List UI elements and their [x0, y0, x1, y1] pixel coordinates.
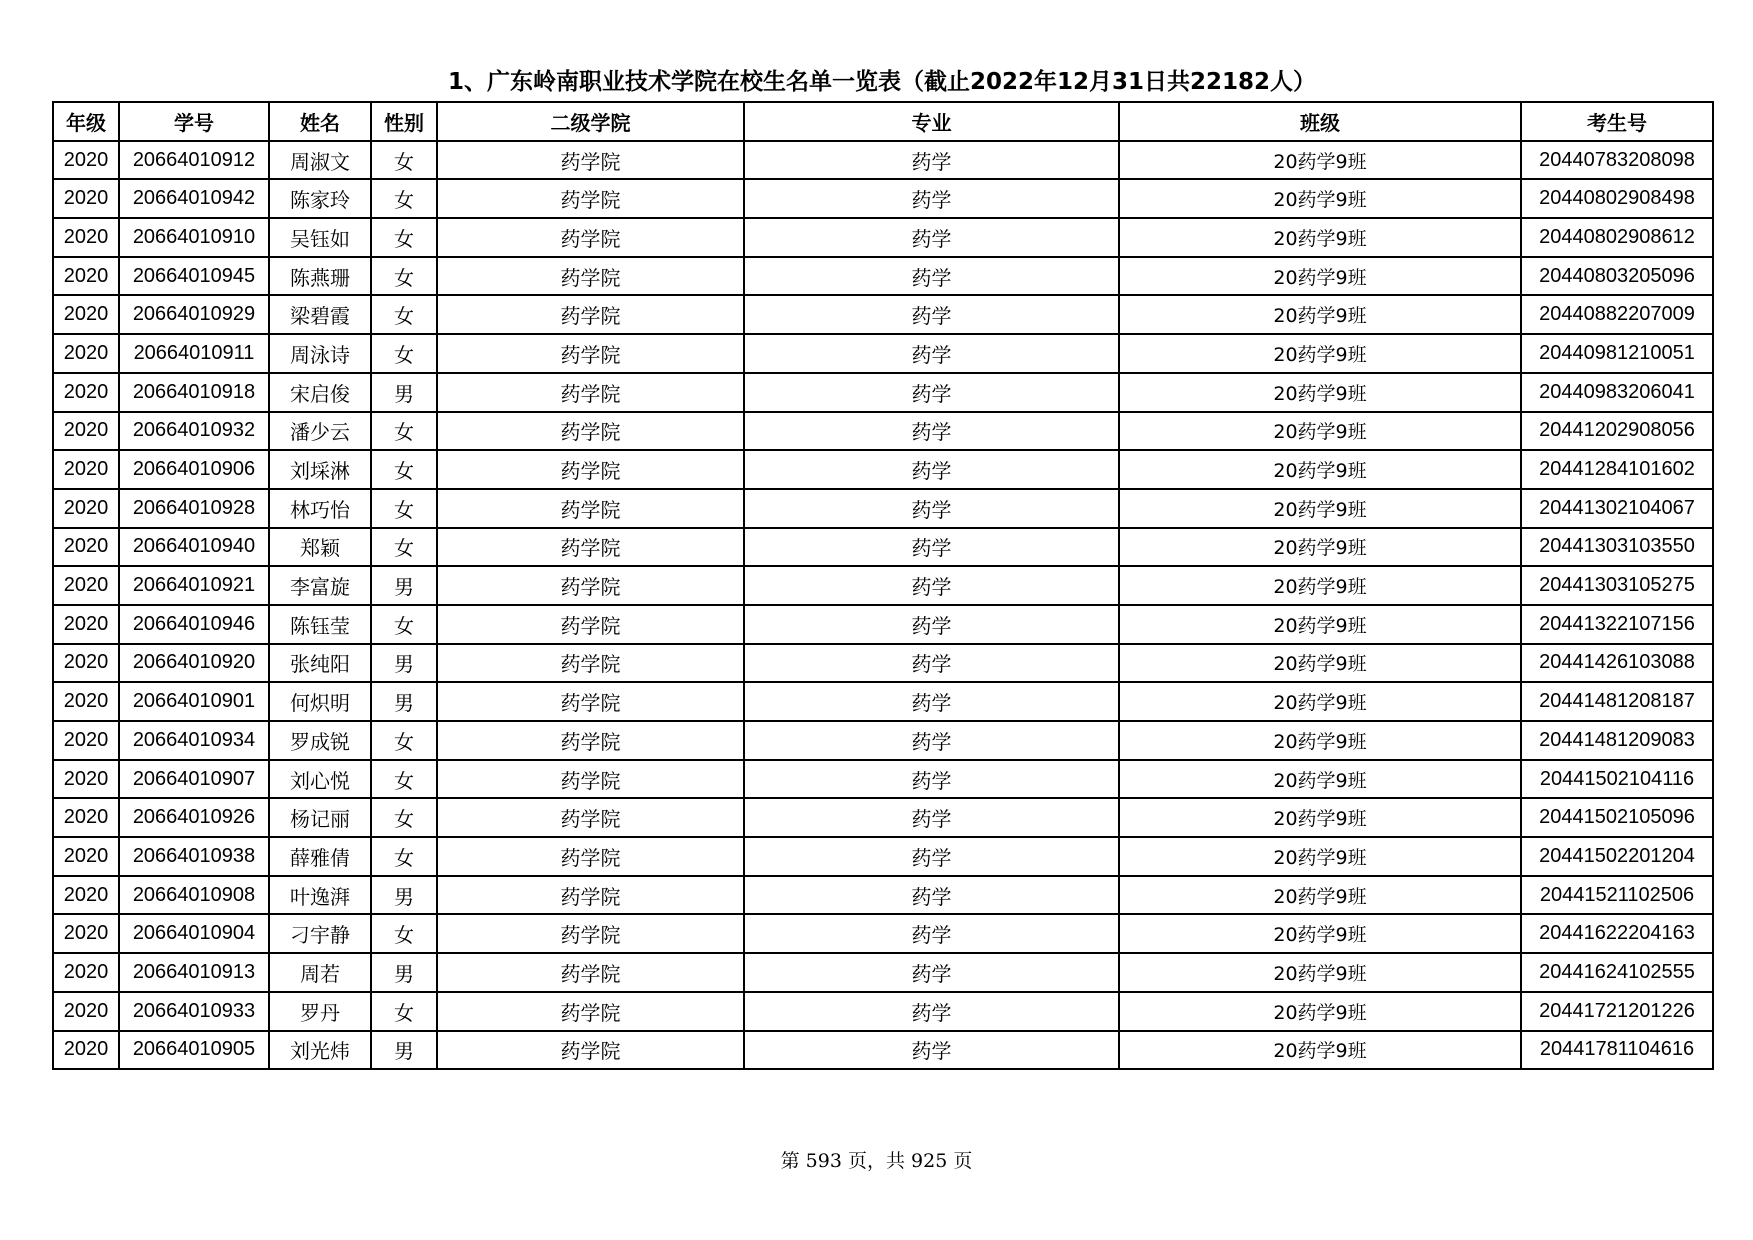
grade-cell: 2020 [53, 179, 119, 218]
name-cell: 陈家玲 [269, 179, 371, 218]
table-row [53, 295, 1713, 334]
student-id-cell: 20664010910 [119, 218, 269, 257]
grade-cell: 2020 [53, 760, 119, 799]
grade-cell: 2020 [53, 218, 119, 257]
table-row [53, 450, 1713, 489]
table-row [53, 837, 1713, 876]
table-row [53, 682, 1713, 721]
class-cell: 20药学9班 [1119, 992, 1521, 1031]
table-row [53, 218, 1713, 257]
college-cell: 药学院 [437, 450, 744, 489]
name-cell: 李富旋 [269, 566, 371, 605]
gender-cell: 女 [371, 412, 437, 451]
college-cell: 药学院 [437, 141, 744, 180]
gender-cell: 男 [371, 682, 437, 721]
name-cell: 周泳诗 [269, 334, 371, 373]
exam-number-cell: 20440882207009 [1521, 295, 1713, 334]
major-cell: 药学 [744, 450, 1119, 489]
student-id-cell: 20664010921 [119, 566, 269, 605]
exam-number-cell: 20441502104116 [1521, 760, 1713, 799]
exam-number-cell: 20441303105275 [1521, 566, 1713, 605]
gender-cell: 男 [371, 644, 437, 683]
class-cell: 20药学9班 [1119, 760, 1521, 799]
table-row [53, 992, 1713, 1031]
class-cell: 20药学9班 [1119, 141, 1521, 180]
exam-number-cell: 20440802908498 [1521, 179, 1713, 218]
college-cell: 药学院 [437, 876, 744, 915]
college-cell: 药学院 [437, 412, 744, 451]
name-cell: 刁宇静 [269, 914, 371, 953]
header-college: 二级学院 [437, 102, 744, 141]
gender-cell: 女 [371, 257, 437, 296]
student-id-cell: 20664010938 [119, 837, 269, 876]
exam-number-cell: 20440802908612 [1521, 218, 1713, 257]
exam-number-cell: 20441481209083 [1521, 721, 1713, 760]
table-row [53, 489, 1713, 528]
name-cell: 叶逸湃 [269, 876, 371, 915]
exam-number-cell: 20440983206041 [1521, 373, 1713, 412]
name-cell: 罗丹 [269, 992, 371, 1031]
name-cell: 梁碧霞 [269, 295, 371, 334]
exam-number-cell: 20440783208098 [1521, 141, 1713, 180]
name-cell: 宋启俊 [269, 373, 371, 412]
grade-cell: 2020 [53, 992, 119, 1031]
student-id-cell: 20664010912 [119, 141, 269, 180]
gender-cell: 女 [371, 295, 437, 334]
college-cell: 药学院 [437, 1031, 744, 1070]
student-id-cell: 20664010926 [119, 798, 269, 837]
table-row [53, 141, 1713, 180]
exam-number-cell: 20441426103088 [1521, 644, 1713, 683]
major-cell: 药学 [744, 334, 1119, 373]
exam-number-cell: 20441481208187 [1521, 682, 1713, 721]
exam-number-cell: 20440981210051 [1521, 334, 1713, 373]
major-cell: 药学 [744, 141, 1119, 180]
student-id-cell: 20664010946 [119, 605, 269, 644]
exam-number-cell: 20441721201226 [1521, 992, 1713, 1031]
major-cell: 药学 [744, 489, 1119, 528]
major-cell: 药学 [744, 605, 1119, 644]
major-cell: 药学 [744, 218, 1119, 257]
table-body [53, 141, 1713, 1070]
class-cell: 20药学9班 [1119, 528, 1521, 567]
class-cell: 20药学9班 [1119, 373, 1521, 412]
college-cell: 药学院 [437, 295, 744, 334]
college-cell: 药学院 [437, 489, 744, 528]
table-row [53, 412, 1713, 451]
table-row [53, 644, 1713, 683]
header-exam-number: 考生号 [1521, 102, 1713, 141]
name-cell: 张纯阳 [269, 644, 371, 683]
class-cell: 20药学9班 [1119, 605, 1521, 644]
grade-cell: 2020 [53, 257, 119, 296]
student-id-cell: 20664010933 [119, 992, 269, 1031]
class-cell: 20药学9班 [1119, 876, 1521, 915]
class-cell: 20药学9班 [1119, 798, 1521, 837]
gender-cell: 女 [371, 334, 437, 373]
exam-number-cell: 20441521102506 [1521, 876, 1713, 915]
name-cell: 刘埰淋 [269, 450, 371, 489]
class-cell: 20药学9班 [1119, 1031, 1521, 1070]
college-cell: 药学院 [437, 566, 744, 605]
class-cell: 20药学9班 [1119, 179, 1521, 218]
class-cell: 20药学9班 [1119, 334, 1521, 373]
exam-number-cell: 20441302104067 [1521, 489, 1713, 528]
student-id-cell: 20664010906 [119, 450, 269, 489]
gender-cell: 男 [371, 953, 437, 992]
major-cell: 药学 [744, 644, 1119, 683]
name-cell: 吴钰如 [269, 218, 371, 257]
name-cell: 周淑文 [269, 141, 371, 180]
student-id-cell: 20664010934 [119, 721, 269, 760]
gender-cell: 女 [371, 489, 437, 528]
grade-cell: 2020 [53, 412, 119, 451]
name-cell: 林巧怡 [269, 489, 371, 528]
name-cell: 杨记丽 [269, 798, 371, 837]
college-cell: 药学院 [437, 605, 744, 644]
name-cell: 薛雅倩 [269, 837, 371, 876]
major-cell: 药学 [744, 257, 1119, 296]
grade-cell: 2020 [53, 566, 119, 605]
class-cell: 20药学9班 [1119, 257, 1521, 296]
college-cell: 药学院 [437, 798, 744, 837]
student-id-cell: 20664010901 [119, 682, 269, 721]
header-grade: 年级 [53, 102, 119, 141]
class-cell: 20药学9班 [1119, 218, 1521, 257]
college-cell: 药学院 [437, 218, 744, 257]
exam-number-cell: 20441202908056 [1521, 412, 1713, 451]
major-cell: 药学 [744, 721, 1119, 760]
major-cell: 药学 [744, 992, 1119, 1031]
name-cell: 何炽明 [269, 682, 371, 721]
gender-cell: 男 [371, 1031, 437, 1070]
name-cell: 刘光炜 [269, 1031, 371, 1070]
grade-cell: 2020 [53, 528, 119, 567]
major-cell: 药学 [744, 914, 1119, 953]
student-id-cell: 20664010942 [119, 179, 269, 218]
name-cell: 刘心悦 [269, 760, 371, 799]
grade-cell: 2020 [53, 876, 119, 915]
gender-cell: 女 [371, 450, 437, 489]
class-cell: 20药学9班 [1119, 412, 1521, 451]
student-id-cell: 20664010918 [119, 373, 269, 412]
header-gender: 性别 [371, 102, 437, 141]
major-cell: 药学 [744, 295, 1119, 334]
exam-number-cell: 20440803205096 [1521, 257, 1713, 296]
grade-cell: 2020 [53, 1031, 119, 1070]
grade-cell: 2020 [53, 605, 119, 644]
college-cell: 药学院 [437, 682, 744, 721]
major-cell: 药学 [744, 953, 1119, 992]
gender-cell: 女 [371, 837, 437, 876]
exam-number-cell: 20441622204163 [1521, 914, 1713, 953]
table-row [53, 953, 1713, 992]
college-cell: 药学院 [437, 992, 744, 1031]
college-cell: 药学院 [437, 179, 744, 218]
student-id-cell: 20664010905 [119, 1031, 269, 1070]
table-row [53, 528, 1713, 567]
gender-cell: 女 [371, 914, 437, 953]
student-id-cell: 20664010929 [119, 295, 269, 334]
table-row [53, 1031, 1713, 1070]
college-cell: 药学院 [437, 373, 744, 412]
table-row [53, 914, 1713, 953]
table-row [53, 798, 1713, 837]
name-cell: 郑颖 [269, 528, 371, 567]
gender-cell: 男 [371, 566, 437, 605]
college-cell: 药学院 [437, 837, 744, 876]
grade-cell: 2020 [53, 373, 119, 412]
exam-number-cell: 20441284101602 [1521, 450, 1713, 489]
college-cell: 药学院 [437, 528, 744, 567]
class-cell: 20药学9班 [1119, 721, 1521, 760]
grade-cell: 2020 [53, 721, 119, 760]
grade-cell: 2020 [53, 489, 119, 528]
exam-number-cell: 20441781104616 [1521, 1031, 1713, 1070]
major-cell: 药学 [744, 837, 1119, 876]
exam-number-cell: 20441502105096 [1521, 798, 1713, 837]
gender-cell: 女 [371, 798, 437, 837]
major-cell: 药学 [744, 373, 1119, 412]
table-row [53, 605, 1713, 644]
gender-cell: 女 [371, 141, 437, 180]
gender-cell: 女 [371, 528, 437, 567]
class-cell: 20药学9班 [1119, 450, 1521, 489]
class-cell: 20药学9班 [1119, 566, 1521, 605]
student-roster-table [52, 101, 1714, 1070]
page-footer: 第 593 页，共 925 页 [780, 1150, 973, 1172]
student-id-cell: 20664010940 [119, 528, 269, 567]
name-cell: 潘少云 [269, 412, 371, 451]
grade-cell: 2020 [53, 682, 119, 721]
grade-cell: 2020 [53, 798, 119, 837]
table-row [53, 876, 1713, 915]
exam-number-cell: 20441303103550 [1521, 528, 1713, 567]
class-cell: 20药学9班 [1119, 295, 1521, 334]
grade-cell: 2020 [53, 295, 119, 334]
header-class: 班级 [1119, 102, 1521, 141]
page-title: 1、广东岭南职业技术学院在校生名单一览表（截止2022年12月31日共22182人） [447, 69, 1317, 95]
exam-number-cell: 20441502201204 [1521, 837, 1713, 876]
table-row [53, 721, 1713, 760]
header-name: 姓名 [269, 102, 371, 141]
table-header-row [53, 102, 1713, 141]
table-row [53, 179, 1713, 218]
major-cell: 药学 [744, 682, 1119, 721]
header-major: 专业 [744, 102, 1119, 141]
gender-cell: 女 [371, 992, 437, 1031]
major-cell: 药学 [744, 179, 1119, 218]
grade-cell: 2020 [53, 837, 119, 876]
class-cell: 20药学9班 [1119, 914, 1521, 953]
gender-cell: 男 [371, 876, 437, 915]
header-student-id: 学号 [119, 102, 269, 141]
major-cell: 药学 [744, 412, 1119, 451]
exam-number-cell: 20441322107156 [1521, 605, 1713, 644]
grade-cell: 2020 [53, 953, 119, 992]
class-cell: 20药学9班 [1119, 489, 1521, 528]
student-id-cell: 20664010932 [119, 412, 269, 451]
gender-cell: 男 [371, 373, 437, 412]
name-cell: 罗成锐 [269, 721, 371, 760]
grade-cell: 2020 [53, 644, 119, 683]
college-cell: 药学院 [437, 914, 744, 953]
student-id-cell: 20664010908 [119, 876, 269, 915]
college-cell: 药学院 [437, 257, 744, 296]
name-cell: 周若 [269, 953, 371, 992]
college-cell: 药学院 [437, 721, 744, 760]
grade-cell: 2020 [53, 450, 119, 489]
grade-cell: 2020 [53, 141, 119, 180]
student-id-cell: 20664010913 [119, 953, 269, 992]
class-cell: 20药学9班 [1119, 644, 1521, 683]
name-cell: 陈钰莹 [269, 605, 371, 644]
table-row [53, 334, 1713, 373]
gender-cell: 女 [371, 218, 437, 257]
table-row [53, 566, 1713, 605]
gender-cell: 女 [371, 721, 437, 760]
student-id-cell: 20664010928 [119, 489, 269, 528]
college-cell: 药学院 [437, 760, 744, 799]
college-cell: 药学院 [437, 334, 744, 373]
gender-cell: 女 [371, 179, 437, 218]
student-id-cell: 20664010945 [119, 257, 269, 296]
major-cell: 药学 [744, 1031, 1119, 1070]
major-cell: 药学 [744, 876, 1119, 915]
table-row [53, 257, 1713, 296]
class-cell: 20药学9班 [1119, 837, 1521, 876]
grade-cell: 2020 [53, 334, 119, 373]
student-id-cell: 20664010911 [119, 334, 269, 373]
student-id-cell: 20664010904 [119, 914, 269, 953]
college-cell: 药学院 [437, 953, 744, 992]
college-cell: 药学院 [437, 644, 744, 683]
major-cell: 药学 [744, 798, 1119, 837]
major-cell: 药学 [744, 566, 1119, 605]
table-row [53, 373, 1713, 412]
major-cell: 药学 [744, 760, 1119, 799]
grade-cell: 2020 [53, 914, 119, 953]
student-id-cell: 20664010907 [119, 760, 269, 799]
exam-number-cell: 20441624102555 [1521, 953, 1713, 992]
gender-cell: 女 [371, 760, 437, 799]
major-cell: 药学 [744, 528, 1119, 567]
name-cell: 陈燕珊 [269, 257, 371, 296]
table-row [53, 760, 1713, 799]
gender-cell: 女 [371, 605, 437, 644]
class-cell: 20药学9班 [1119, 953, 1521, 992]
student-id-cell: 20664010920 [119, 644, 269, 683]
class-cell: 20药学9班 [1119, 682, 1521, 721]
